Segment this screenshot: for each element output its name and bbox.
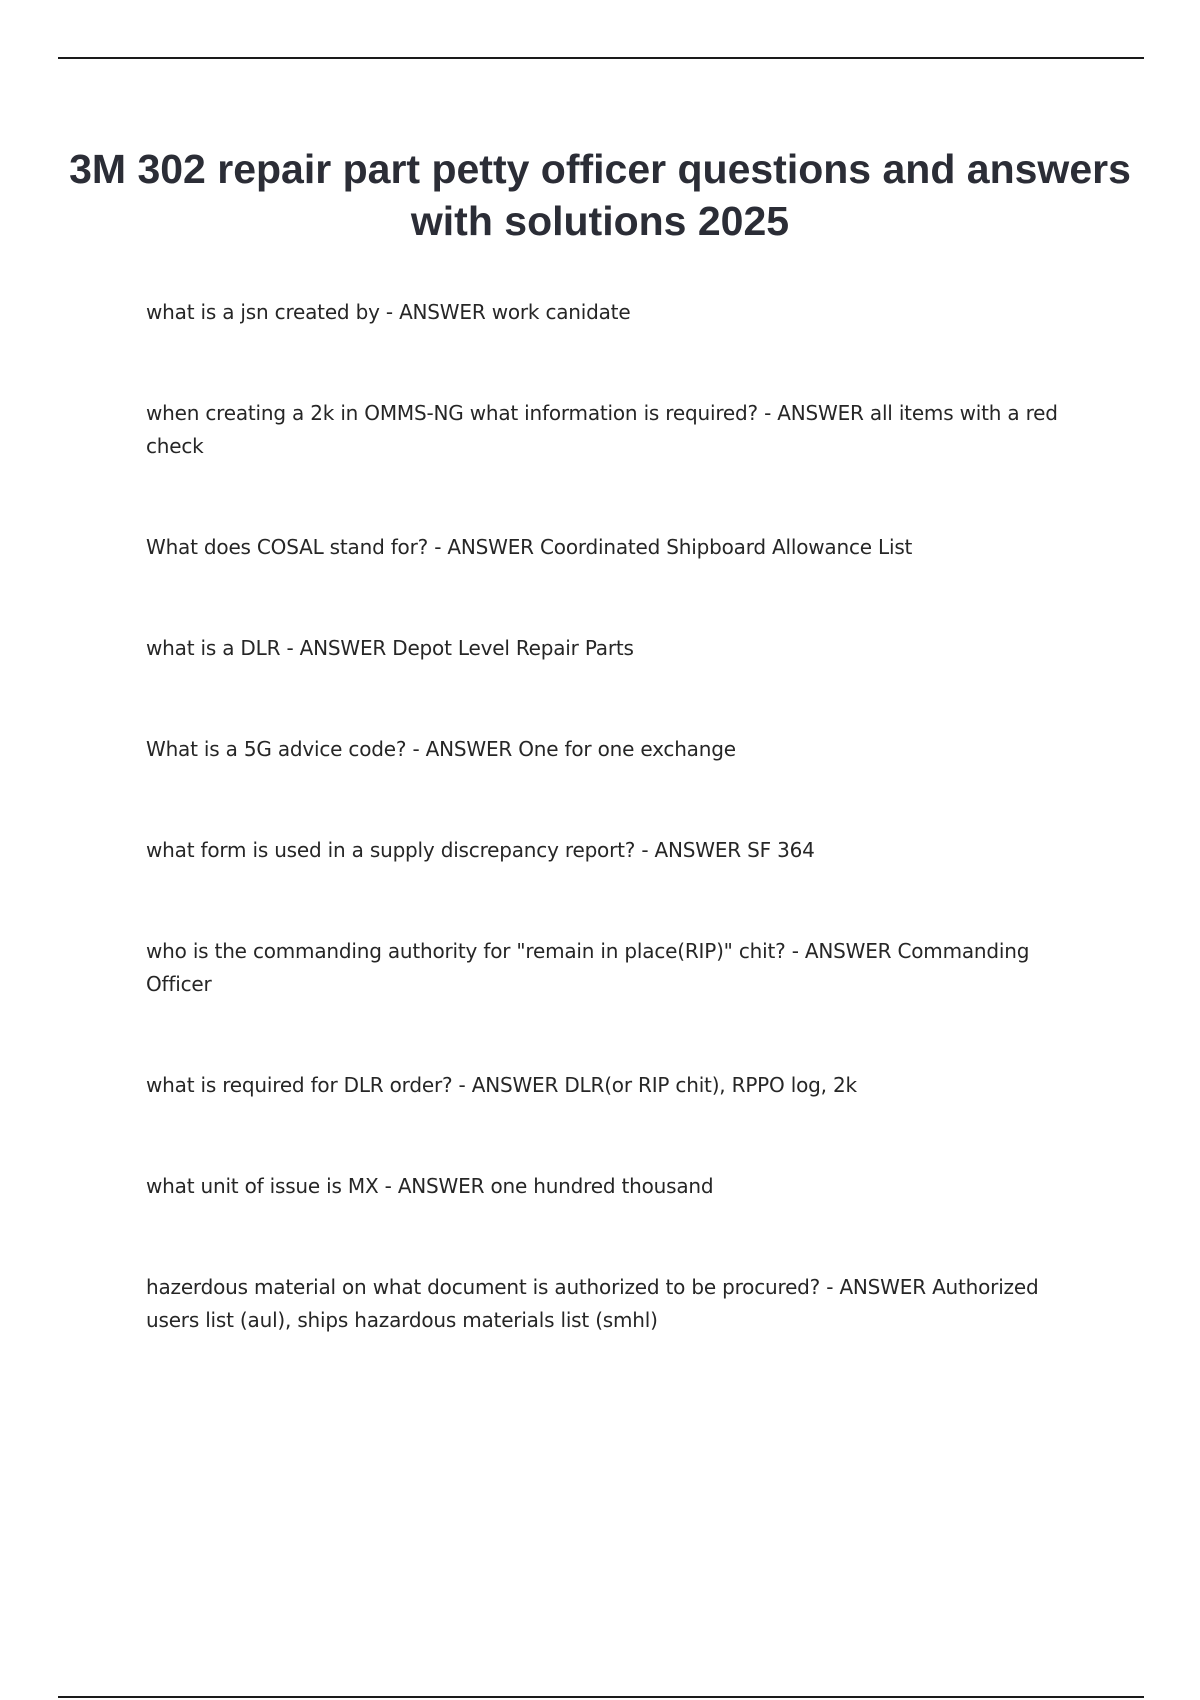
bottom-rule (58, 1696, 1144, 1698)
top-rule (58, 57, 1144, 59)
question-text: What is a 5G advice code? (146, 737, 407, 761)
document-title: 3M 302 repair part petty officer questions and answers with solutions 2025 (69, 146, 1131, 244)
qa-item: what is a DLR - ANSWER Depot Level Repair Parts (146, 636, 634, 660)
qa-item: hazerdous material on what document is authorized to be procured? - ANSWER Authorized users list (aul), ships hazardous materials list (smhl) (146, 1275, 1039, 1332)
answer-text: Commanding Officer (146, 939, 1030, 996)
answer-marker: ANSWER (777, 401, 864, 425)
qa-item: what is a jsn created by - ANSWER work canidate (146, 300, 631, 324)
answer-text: Depot Level Repair Parts (392, 636, 634, 660)
answer-marker: ANSWER (425, 737, 513, 761)
answer-marker: ANSWER (471, 1073, 559, 1097)
answer-marker: ANSWER (654, 838, 741, 862)
qa-item: what form is used in a supply discrepancy report? - ANSWER SF 364 (146, 838, 815, 862)
answer-marker: ANSWER (399, 300, 486, 324)
question-text: what unit of issue is MX (146, 1174, 379, 1198)
answer-text: all items with a red check (146, 401, 1058, 458)
question-text: who is the commanding authority for "remain in place(RIP)" chit? (146, 939, 786, 963)
qa-item: who is the commanding authority for "remain in place(RIP)" chit? - ANSWER Commanding Officer (146, 939, 1030, 996)
qa-item: What does COSAL stand for? - ANSWER Coordinated Shipboard Allowance List (146, 535, 913, 559)
answer-marker: ANSWER (839, 1275, 926, 1299)
answer-text: DLR(or RIP chit), RPPO log, 2k (564, 1073, 857, 1097)
question-text: what is a jsn created by (146, 300, 380, 324)
question-text: what is required for DLR order? (146, 1073, 453, 1097)
answer-marker: ANSWER (447, 535, 534, 559)
answer-marker: ANSWER (397, 1174, 485, 1198)
answer-text: One for one exchange (518, 737, 736, 761)
question-text: when creating a 2k in OMMS-NG what information is required? (146, 401, 758, 425)
qa-item: what unit of issue is MX - ANSWER one hundred thousand (146, 1174, 714, 1198)
answer-text: work canidate (491, 300, 631, 324)
question-text: what is a DLR (146, 636, 281, 660)
answer-text: Coordinated Shipboard Allowance List (540, 535, 913, 559)
qa-item: when creating a 2k in OMMS-NG what information is required? - ANSWER all items with a red check (146, 401, 1058, 458)
answer-marker: ANSWER (804, 939, 892, 963)
answer-text: SF 364 (747, 838, 815, 862)
qa-item: what is required for DLR order? - ANSWER DLR(or RIP chit), RPPO log, 2k (146, 1073, 857, 1097)
qa-item: What is a 5G advice code? - ANSWER One for one exchange (146, 737, 736, 761)
qa-list (146, 296, 1086, 1405)
question-text: What does COSAL stand for? (146, 535, 429, 559)
answer-text: Authorized users list (aul), ships hazardous materials list (smhl) (146, 1275, 1039, 1332)
answer-marker: ANSWER (299, 636, 387, 660)
question-text: hazerdous material on what document is authorized to be procured? (146, 1275, 821, 1299)
answer-text: one hundred thousand (490, 1174, 714, 1198)
question-text: what form is used in a supply discrepancy report? (146, 838, 636, 862)
